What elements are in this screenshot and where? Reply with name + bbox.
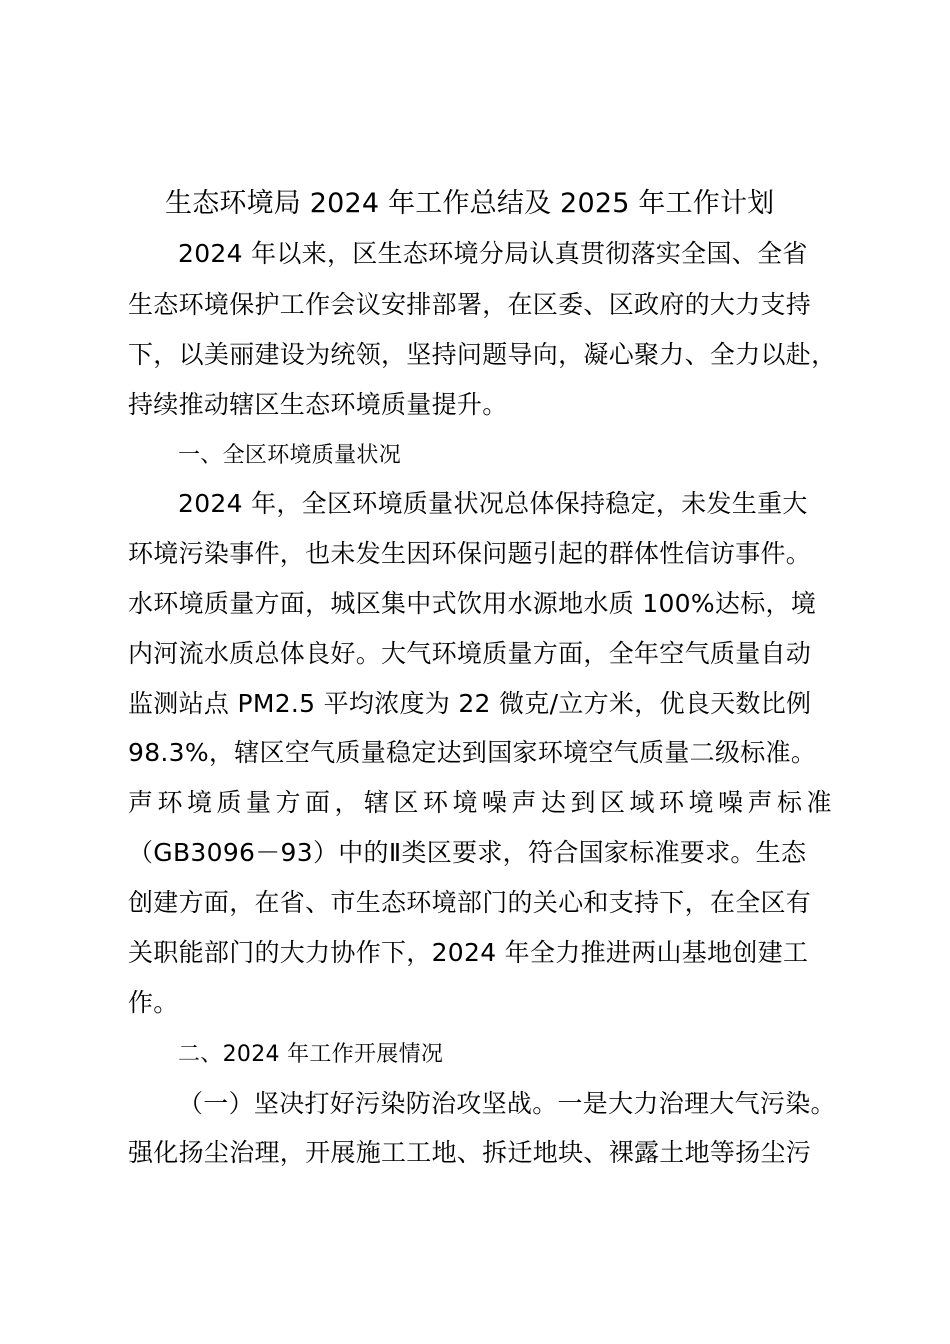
document-title: 生态环境局 2024 年工作总结及 2025 年工作计划 bbox=[165, 188, 775, 219]
section2-heading: 二、2024 年工作开展情况 bbox=[178, 1042, 444, 1067]
intro-line-3: 下，以美丽建设为统领，坚持问题导向，凝心聚力、全力以赴， bbox=[128, 340, 837, 369]
section1-line-4: 内河流水质总体良好。大气环境质量方面，全年空气质量自动 bbox=[128, 639, 812, 668]
section2-line-1: （一）坚决打好污染防治攻坚战。一是大力治理大气污染。 bbox=[178, 1089, 836, 1118]
intro-line-4: 持续推动辖区生态环境质量提升。 bbox=[128, 390, 508, 419]
section1-heading: 一、全区环境质量状况 bbox=[178, 443, 402, 468]
section1-line-3: 水环境质量方面，城区集中式饮用水源地水质 100%达标，境 bbox=[128, 589, 817, 618]
intro-line-1: 2024 年以来，区生态环境分局认真贯彻落实全国、全省 bbox=[178, 239, 808, 268]
section1-line-10: 关职能部门的大力协作下，2024 年全力推进两山基地创建工 bbox=[128, 938, 809, 967]
section1-line-7: 声环境质量方面，辖区环境噪声达到区域环境噪声标准 bbox=[128, 788, 837, 817]
section1-line-6: 98.3%，辖区空气质量稳定达到国家环境空气质量二级标准。 bbox=[128, 738, 817, 767]
section1-line-11: 作。 bbox=[128, 988, 179, 1017]
section1-line-8: （GB3096－93）中的Ⅱ类区要求，符合国家标准要求。生态 bbox=[128, 838, 807, 867]
section1-line-9: 创建方面，在省、市生态环境部门的关心和支持下，在全区有 bbox=[128, 888, 812, 917]
section1-line-5: 监测站点 PM2.5 平均浓度为 22 微克/立方米，优良天数比例 bbox=[128, 689, 812, 718]
intro-line-2: 生态环境保护工作会议安排部署，在区委、区政府的大力支持 bbox=[128, 290, 812, 319]
section2-line-2: 强化扬尘治理，开展施工工地、拆迁地块、裸露土地等扬尘污 bbox=[128, 1138, 812, 1167]
section1-line-1: 2024 年，全区环境质量状况总体保持稳定，未发生重大 bbox=[178, 489, 808, 518]
section1-line-2: 环境污染事件，也未发生因环保问题引起的群体性信访事件。 bbox=[128, 539, 812, 568]
